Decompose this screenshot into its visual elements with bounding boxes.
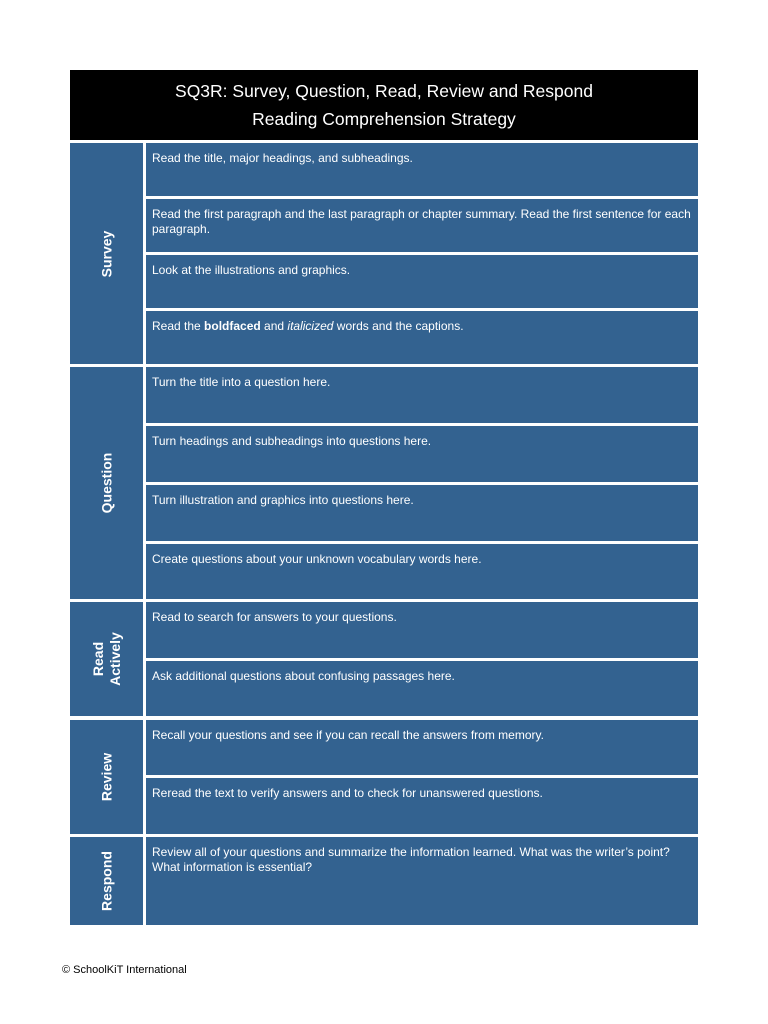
worksheet-header [70, 70, 698, 140]
section-label-line: Read [89, 641, 106, 677]
worksheet-title: SQ3R: Survey, Question, Read, Review and Respond [175, 81, 593, 101]
section-respond [70, 837, 698, 925]
row-text: Read to search for answers to your questions. [152, 610, 397, 624]
row-text-post: words and the captions. [333, 319, 464, 333]
section-label-line: Actively [106, 632, 123, 686]
section-read-actively [70, 602, 698, 716]
section-label-text: Review [98, 752, 114, 802]
row-text: Create questions about your unknown vocabulary words here. [152, 552, 482, 566]
row-text: Review all of your questions and summarize the information learned. What was the writer’s point? What information is essential? [152, 845, 670, 874]
row-text-italic: italicized [287, 319, 334, 333]
section-survey [70, 143, 698, 364]
section-question [70, 367, 698, 599]
row-question-4 [146, 544, 698, 599]
row-review-2 [146, 778, 698, 834]
row-question-2 [146, 426, 698, 482]
section-label-text: Survey [98, 230, 114, 277]
row-respond-1 [146, 837, 698, 925]
row-read-2 [146, 661, 698, 716]
row-survey-3 [146, 255, 698, 308]
section-label-text: Respond [98, 851, 114, 911]
row-review-1 [146, 720, 698, 775]
row-text: Ask additional questions about confusing passages here. [152, 669, 455, 683]
row-text: Turn illustration and graphics into questions here. [152, 493, 414, 507]
worksheet-subtitle: Reading Comprehension Strategy [252, 109, 516, 129]
row-text: Look at the illustrations and graphics. [152, 263, 351, 277]
section-label-question [70, 367, 143, 599]
section-label-respond [70, 837, 143, 925]
section-label-survey [70, 143, 143, 364]
row-survey-4 [146, 311, 698, 364]
section-label-text: Question [98, 452, 114, 514]
section-label-review [70, 720, 143, 834]
row-question-1 [146, 367, 698, 423]
row-text: Read the title, major headings, and subheadings. [152, 151, 413, 165]
row-text-pre: Read the [152, 319, 205, 333]
row-survey-2 [146, 199, 698, 252]
copyright-footer: © SchoolKiT International [62, 964, 187, 976]
row-text: Reread the text to verify answers and to check for unanswered questions. [152, 786, 543, 800]
section-label-read-actively [70, 602, 143, 716]
row-text: Recall your questions and see if you can recall the answers from memory. [152, 728, 544, 742]
row-survey-1 [146, 143, 698, 196]
row-text-bold: boldfaced [204, 319, 261, 333]
section-review [70, 720, 698, 834]
row-question-3 [146, 485, 698, 541]
row-text: Turn headings and subheadings into questions here. [152, 434, 432, 448]
row-text: Turn the title into a question here. [152, 375, 331, 389]
row-text: Read the first paragraph and the last paragraph or chapter summary. Read the first sentence for each paragraph. [152, 207, 691, 236]
section-label-text [90, 632, 124, 686]
row-read-1 [146, 602, 698, 658]
row-text-mid: and [260, 319, 288, 333]
